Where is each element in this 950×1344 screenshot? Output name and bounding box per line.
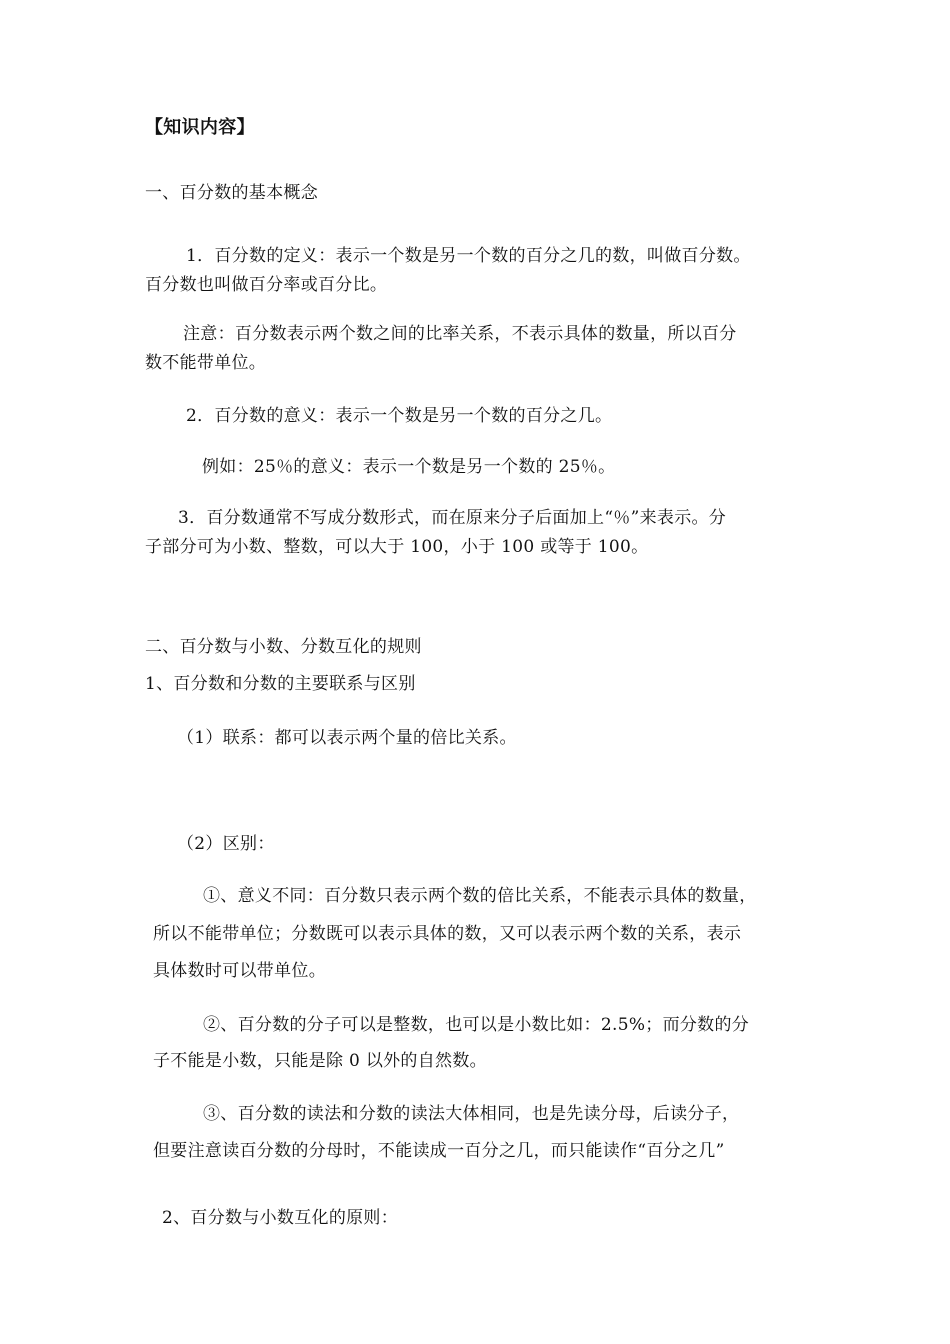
difference-1-line-2: 所以不能带单位；分数既可以表示具体的数，又可以表示两个数的关系，表示 [153, 924, 742, 944]
difference-3-line-2: 但要注意读百分数的分母时，不能读成一百分之几，而只能读作“百分之几” [153, 1141, 725, 1161]
page-title: 【知识内容】 [145, 117, 255, 138]
notation-line-2: 子部分可为小数、整数，可以大于 100，小于 100 或等于 100。 [145, 537, 649, 557]
meaning-line: 2．百分数的意义：表示一个数是另一个数的百分之几。 [186, 406, 613, 426]
example-line: 例如：25％的意义：表示一个数是另一个数的 25％。 [202, 457, 616, 477]
section-heading-basic-concept: 一、百分数的基本概念 [145, 183, 318, 203]
connection-line: （1）联系：都可以表示两个量的倍比关系。 [177, 728, 517, 748]
subsection-heading-decimal-conversion: 2、百分数与小数互化的原则： [162, 1208, 399, 1228]
difference-2-line-1: ②、百分数的分子可以是整数，也可以是小数比如：2.5%；而分数的分 [203, 1015, 750, 1035]
subsection-heading-relation: 1、百分数和分数的主要联系与区别 [145, 674, 416, 694]
difference-1-line-1: ①、意义不同：百分数只表示两个数的倍比关系，不能表示具体的数量， [203, 886, 757, 906]
note-line-1: 注意：百分数表示两个数之间的比率关系，不表示具体的数量，所以百分 [183, 324, 737, 344]
difference-1-line-3: 具体数时可以带单位。 [153, 961, 326, 981]
difference-heading: （2）区别： [177, 834, 275, 854]
definition-line-1: 1．百分数的定义：表示一个数是另一个数的百分之几的数，叫做百分数。 [186, 246, 751, 266]
difference-3-line-1: ③、百分数的读法和分数的读法大体相同，也是先读分母，后读分子， [203, 1104, 740, 1124]
note-line-2: 数不能带单位。 [145, 353, 267, 373]
definition-line-2: 百分数也叫做百分率或百分比。 [145, 275, 388, 295]
difference-2-line-2: 子不能是小数，只能是除 0 以外的自然数。 [153, 1051, 487, 1071]
section-heading-conversion: 二、百分数与小数、分数互化的规则 [145, 637, 422, 657]
notation-line-1: 3．百分数通常不写成分数形式，而在原来分子后面加上“％”来表示。分 [178, 508, 727, 528]
